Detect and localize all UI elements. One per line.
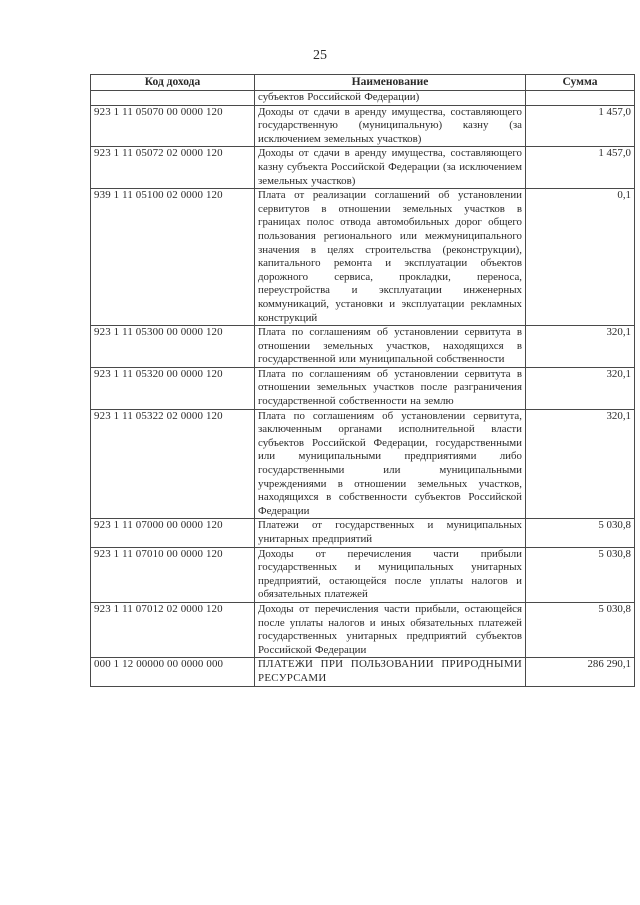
revenue-name: Доходы от перечисления части прибыли государственных и муниципальных унитарных предприятий, остающейся после уплаты налогов и обязательных платежей — [255, 547, 526, 602]
header-sum: Сумма — [526, 75, 635, 91]
revenue-name: Плата от реализации соглашений об установлении сервитутов в отношении земельных участков в границах полос отвода автомобильных дорог общего пользования регионального или межмуниципального значения в целях строительства (реконструкции), капитального ремонта и эксплуатации объектов дорожного сервиса, прокладки, переноса, переустройства и эксплуатации инженерных коммуникаций, установки и эксплуатации рекламных конструкций — [255, 189, 526, 326]
revenue-name: Доходы от сдачи в аренду имущества, составляющего государственную (муниципальную) казну (за исключением земельных участков) — [255, 105, 526, 147]
revenue-sum: 1 457,0 — [526, 147, 635, 189]
revenue-code: 923 1 11 05320 00 0000 120 — [91, 367, 255, 409]
revenue-code — [91, 91, 255, 106]
revenue-code: 000 1 12 00000 00 0000 000 — [91, 658, 255, 686]
revenue-sum: 5 030,8 — [526, 519, 635, 547]
revenue-sum — [526, 91, 635, 106]
revenue-sum: 1 457,0 — [526, 105, 635, 147]
revenue-name: субъектов Российской Федерации) — [255, 91, 526, 106]
revenue-name: Доходы от сдачи в аренду имущества, составляющего казну субъекта Российской Федерации (за исключением земельных участков) — [255, 147, 526, 189]
table-row — [91, 367, 635, 409]
revenue-name: Доходы от перечисления части прибыли, остающейся после уплаты налогов и иных обязательных платежей государственных унитарных предприятий субъектов Российской Федерации — [255, 602, 526, 657]
revenue-name: Плата по соглашениям об установлении сервитута в отношении земельных участков, находящихся в государственной или муниципальной собственности — [255, 326, 526, 368]
revenue-code: 923 1 11 05072 02 0000 120 — [91, 147, 255, 189]
header-code: Код дохода — [91, 75, 255, 91]
revenue-code: 923 1 11 05322 02 0000 120 — [91, 409, 255, 519]
table-row — [91, 409, 635, 519]
revenue-code: 923 1 11 07000 00 0000 120 — [91, 519, 255, 547]
revenue-sum: 320,1 — [526, 326, 635, 368]
table-row — [91, 105, 635, 147]
page-number: 25 — [313, 48, 327, 63]
revenue-code: 939 1 11 05100 02 0000 120 — [91, 189, 255, 326]
revenue-table — [90, 74, 635, 687]
table-row — [91, 547, 635, 602]
revenue-name: Плата по соглашениям об установлении сервитута, заключенным органами исполнительной власти субъектов Российской Федерации, государственными или муниципальными предприятиями либо государственными или муниципальными учреждениями в отношении земельных участков, находящихся в собственности субъектов Российской Федерации — [255, 409, 526, 519]
table-header-row — [91, 75, 635, 91]
revenue-name: ПЛАТЕЖИ ПРИ ПОЛЬЗОВАНИИ ПРИРОДНЫМИ РЕСУРСАМИ — [255, 658, 526, 686]
revenue-sum: 5 030,8 — [526, 547, 635, 602]
table-row — [91, 326, 635, 368]
revenue-name: Платежи от государственных и муниципальных унитарных предприятий — [255, 519, 526, 547]
revenue-sum: 320,1 — [526, 367, 635, 409]
table-row — [91, 147, 635, 189]
revenue-sum: 0,1 — [526, 189, 635, 326]
table-row — [91, 91, 635, 106]
table-row — [91, 658, 635, 686]
revenue-sum: 286 290,1 — [526, 658, 635, 686]
table-row — [91, 519, 635, 547]
revenue-code: 923 1 11 07010 00 0000 120 — [91, 547, 255, 602]
revenue-code: 923 1 11 05070 00 0000 120 — [91, 105, 255, 147]
table-row — [91, 189, 635, 326]
revenue-sum: 5 030,8 — [526, 602, 635, 657]
revenue-name: Плата по соглашениям об установлении сервитута в отношении земельных участков после разграничения государственной собственности на землю — [255, 367, 526, 409]
revenue-sum: 320,1 — [526, 409, 635, 519]
revenue-code: 923 1 11 05300 00 0000 120 — [91, 326, 255, 368]
table-row — [91, 602, 635, 657]
header-name: Наименование — [255, 75, 526, 91]
revenue-code: 923 1 11 07012 02 0000 120 — [91, 602, 255, 657]
